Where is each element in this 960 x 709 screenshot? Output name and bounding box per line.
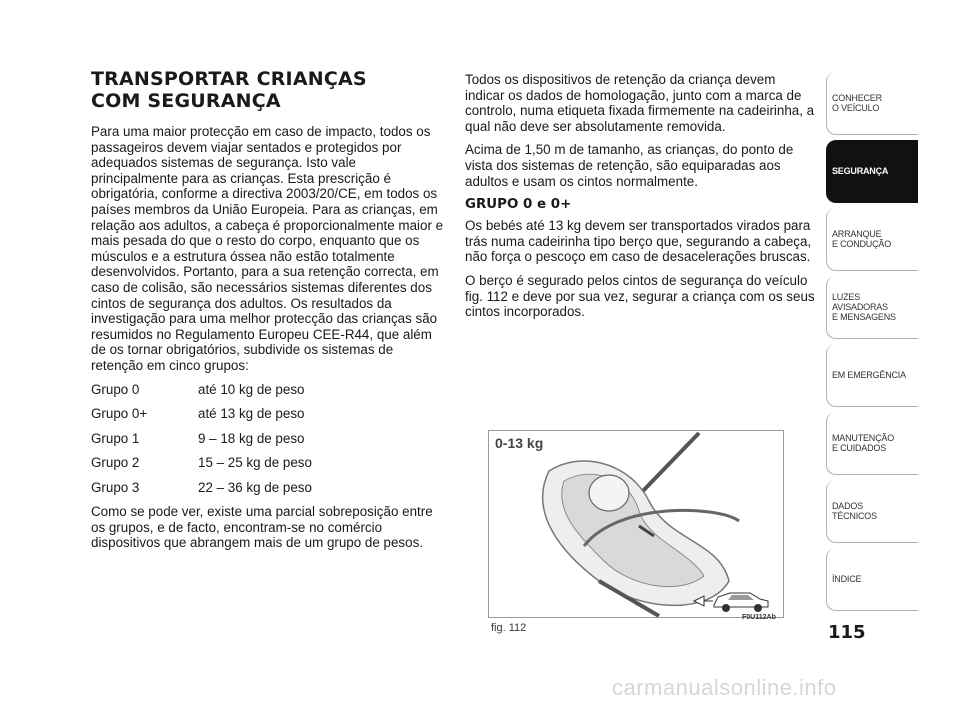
group-weight: até 10 kg de peso [198,381,305,397]
tab-arranque-conducao[interactable]: ARRANQUE E CONDUÇÃO [826,208,918,271]
figure-112 [488,430,784,618]
tab-seguranca[interactable]: SEGURANÇA [826,140,918,203]
title-line-2: COM SEGURANÇA [91,90,281,112]
tab-luzes-avisadoras[interactable]: LUZES AVISADORAS E MENSAGENS [826,276,918,339]
group-row [91,382,445,398]
group-name: Grupo 0+ [91,406,148,421]
height-paragraph: Acima de 1,50 m de tamanho, as crianças, do ponto de vista dos sistemas de retenção, são equiparadas aos adultos e usam os cintos normalmente. [465,142,794,189]
group-subheading: GRUPO 0 e 0+ [465,197,572,213]
group-list [91,382,445,496]
tab-conhecer-veiculo[interactable]: CONHECER O VEÍCULO [826,72,918,135]
figure-weight-label: 0-13 kg [495,435,544,451]
left-column [91,68,445,559]
group-name: Grupo 3 [91,479,140,495]
group-row [91,455,445,471]
cradle-paragraph: O berço é segurado pelos cintos de segurança do veículo fig. 112 e deve por sua vez, segurar a criança com os seus cintos incorporados. [465,272,815,320]
group-name: Grupo 2 [91,455,140,470]
figure-code: F0U112Ab [742,614,776,621]
group-name: Grupo 1 [91,430,140,446]
watermark: carmanualsonline.info [612,675,837,700]
group-weight: 9 – 18 kg de peso [198,430,305,446]
tab-manutencao-cuidados[interactable]: MANUTENÇÃO E CUIDADOS [826,412,918,475]
tab-dados-tecnicos[interactable]: DADOS TÉCNICOS [826,480,918,543]
figure-caption: fig. 112 [491,622,527,634]
intro-paragraph: Para uma maior protecção em caso de impacto, todos os passageiros devem viajar sentados e protegidos por adequados sistemas de segurança. Isto vale principalmente para as crianças. Esta prescrição é obrigatória, conforme a directiva 2003/20/CE, em todos os países membros da União Europeia. Para as crianças, em relação aos adultos, a cabeça é proporcionalmente maior e mais pesada do que o resto do corpo, enquanto que os músculos e a estrutura óssea não estão totalmente desenvolvidos. Portanto, para a sua retenção correcta, em caso de colisão, são necessários sistemas diferentes dos cintos de segurança dos adultos. Os resultados da investigação para uma melhor protecção das crianças são resumidos no Regulamento Europeu CEE-R44, que além de os tornar obrigatórios, subdivide os sistemas de retenção em cinco grupos: [91,124,444,373]
group-weight: 15 – 25 kg de peso [198,455,312,470]
right-column [465,72,817,328]
group-name: Grupo 0 [91,381,140,397]
group-row [91,480,445,496]
group-weight: até 13 kg de peso [198,406,305,421]
tab-em-emergencia[interactable]: EM EMERGÊNCIA [826,344,918,407]
tab-indice[interactable]: ÍNDICE [826,548,918,611]
group-row [91,431,445,447]
homologation-paragraph: Todos os dispositivos de retenção da criança devem indicar os dados de homologação, junto com a marca de controlo, numa etiqueta fixada firmemente na cadeirinha, a qual não deve ser absolutamente removida. [465,72,815,134]
outro-paragraph: Como se pode ver, existe uma parcial sobreposição entre os grupos, e de facto, encontram-se no comércio dispositivos que abrangem mais de um grupo de pesos. [91,504,433,551]
child-seat-illustration [489,431,783,617]
section-tabs [826,72,918,616]
babies-paragraph: Os bebés até 13 kg devem ser transportados virados para trás numa cadeirinha tipo berço que, segurando a cabeça, não força o pescoço em caso de desacelerações bruscas. [465,218,812,265]
page-number: 115 [828,622,866,643]
group-weight: 22 – 36 kg de peso [198,479,312,495]
section-title [91,68,445,112]
group-row [91,406,445,422]
title-line-1: TRANSPORTAR CRIANÇAS [91,68,367,90]
